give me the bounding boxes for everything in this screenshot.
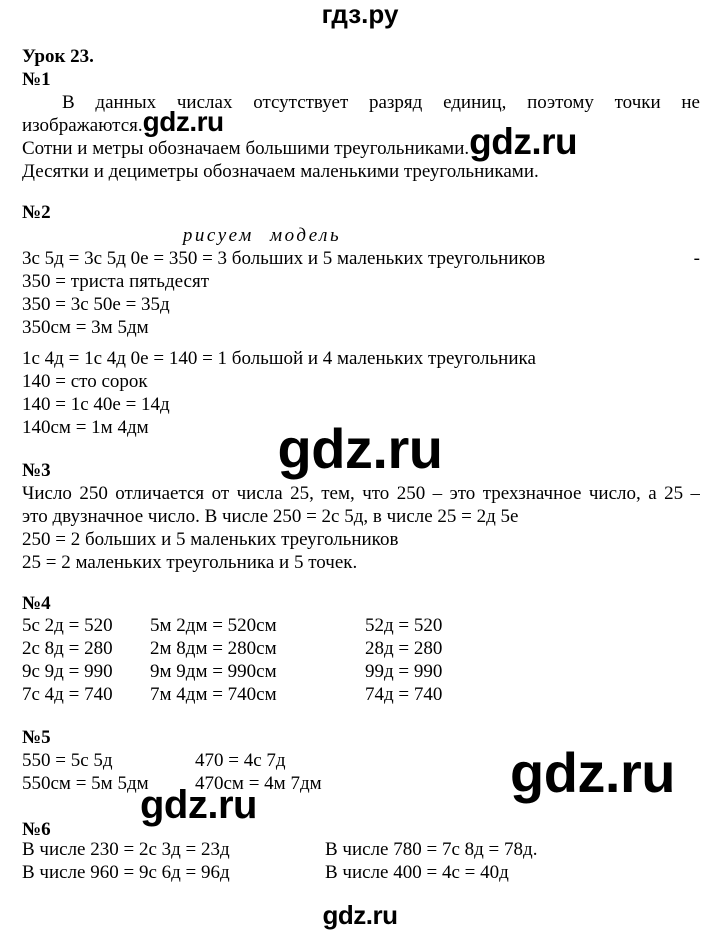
watermark-center: gdz.ru <box>277 417 443 480</box>
table-cell: 28д = 280 <box>365 638 443 659</box>
table-row <box>22 683 700 706</box>
task3-line-1: Число 250 отличается от числа 25, тем, что 250 – это трехзначное число, а 25 – <box>22 483 700 504</box>
table-cell: 470 = 4с 7д <box>195 750 286 771</box>
lesson-heading: Урок 23. <box>22 46 94 67</box>
task1-line-4: Десятки и дециметры обозначаем маленькими треугольниками. <box>22 161 539 182</box>
task4-table <box>22 614 700 706</box>
task2-block1-line-1 <box>22 247 700 270</box>
task1-line-1: В данных числах отсутствует разряд единиц, поэтому точки не <box>62 92 700 113</box>
task2-block1-line-4: 350см = 3м 5дм <box>22 317 149 338</box>
table-row <box>22 637 700 660</box>
table-cell: 2с 8д = 280 <box>22 638 113 659</box>
task2-model-caption: рисуем модель <box>182 225 342 246</box>
watermark-bottom-right: gdz.ru <box>510 741 675 804</box>
table-row <box>22 660 700 683</box>
table-cell: В числе 400 = 4с = 40д <box>325 862 509 883</box>
task3-line-3: 250 = 2 больших и 5 маленьких треугольников <box>22 529 399 550</box>
table-cell: 5с 2д = 520 <box>22 615 113 636</box>
task2-block1-dash: - <box>693 248 700 269</box>
table-cell: 9с 9д = 990 <box>22 661 113 682</box>
table-cell: 52д = 520 <box>365 615 443 636</box>
table-cell: 99д = 990 <box>365 661 443 682</box>
task2-block2-line-1: 1с 4д = 1с 4д 0е = 140 = 1 большой и 4 маленьких треугольника <box>22 348 536 369</box>
site-logo-text: гдз.ру <box>321 0 399 29</box>
task-2-label: №2 <box>22 202 51 223</box>
task3-line-4: 25 = 2 маленьких треугольника и 5 точек. <box>22 552 358 573</box>
table-cell: 7м 4дм = 740см <box>150 684 277 705</box>
task6-table <box>22 838 700 884</box>
task3-line-2: это двузначное число. В числе 250 = 2с 5д, в числе 25 = 2д 5е <box>22 506 519 527</box>
task5-table <box>22 749 522 795</box>
table-cell: В числе 230 = 2с 3д = 23д <box>22 839 230 860</box>
table-cell: 7с 4д = 740 <box>22 684 113 705</box>
task1-line-3-text: Сотни и метры обозначаем большими треугольниками. <box>22 138 470 159</box>
task2-block1-line-1-text: 3с 5д = 3с 5д 0е = 350 = 3 больших и 5 маленьких треугольников <box>22 248 546 269</box>
task1-line-2 <box>22 106 224 137</box>
table-cell: 2м 8дм = 280см <box>150 638 277 659</box>
watermark-inline-small: gdz.ru <box>142 106 224 137</box>
table-cell: 470см = 4м 7дм <box>195 773 322 794</box>
table-row <box>22 614 700 637</box>
task2-block1-line-3: 350 = 3с 50е = 35д <box>22 294 170 315</box>
watermark-mid-left: gdz.ru <box>140 783 257 827</box>
table-row <box>22 861 700 884</box>
table-cell: 9м 9дм = 990см <box>150 661 277 682</box>
table-cell: 550 = 5с 5д <box>22 750 113 771</box>
watermark-inline-medium: gdz.ru <box>469 121 578 162</box>
task-5-label: №5 <box>22 727 51 748</box>
task-6-label: №6 <box>22 819 51 840</box>
table-cell: 5м 2дм = 520см <box>150 615 277 636</box>
table-row <box>22 749 522 772</box>
table-cell: 74д = 740 <box>365 684 443 705</box>
task-3-label: №3 <box>22 460 51 481</box>
table-row <box>22 772 522 795</box>
watermark-footer: gdz.ru <box>322 900 398 930</box>
task-1-label: №1 <box>22 69 51 90</box>
table-row <box>22 838 700 861</box>
task2-block1-line-2: 350 = триста пятьдесят <box>22 271 209 292</box>
table-cell: 550см = 5м 5дм <box>22 773 149 794</box>
task1-line-2-text: изображаются. <box>22 115 143 136</box>
table-cell: В числе 780 = 7с 8д = 78д. <box>325 839 538 860</box>
task2-block2-line-2: 140 = сто сорок <box>22 371 148 392</box>
task-4-label: №4 <box>22 593 51 614</box>
table-cell: В числе 960 = 9с 6д = 96д <box>22 862 230 883</box>
task2-block2-line-3: 140 = 1с 40е = 14д <box>22 394 170 415</box>
task2-block2-line-4: 140см = 1м 4дм <box>22 417 149 438</box>
